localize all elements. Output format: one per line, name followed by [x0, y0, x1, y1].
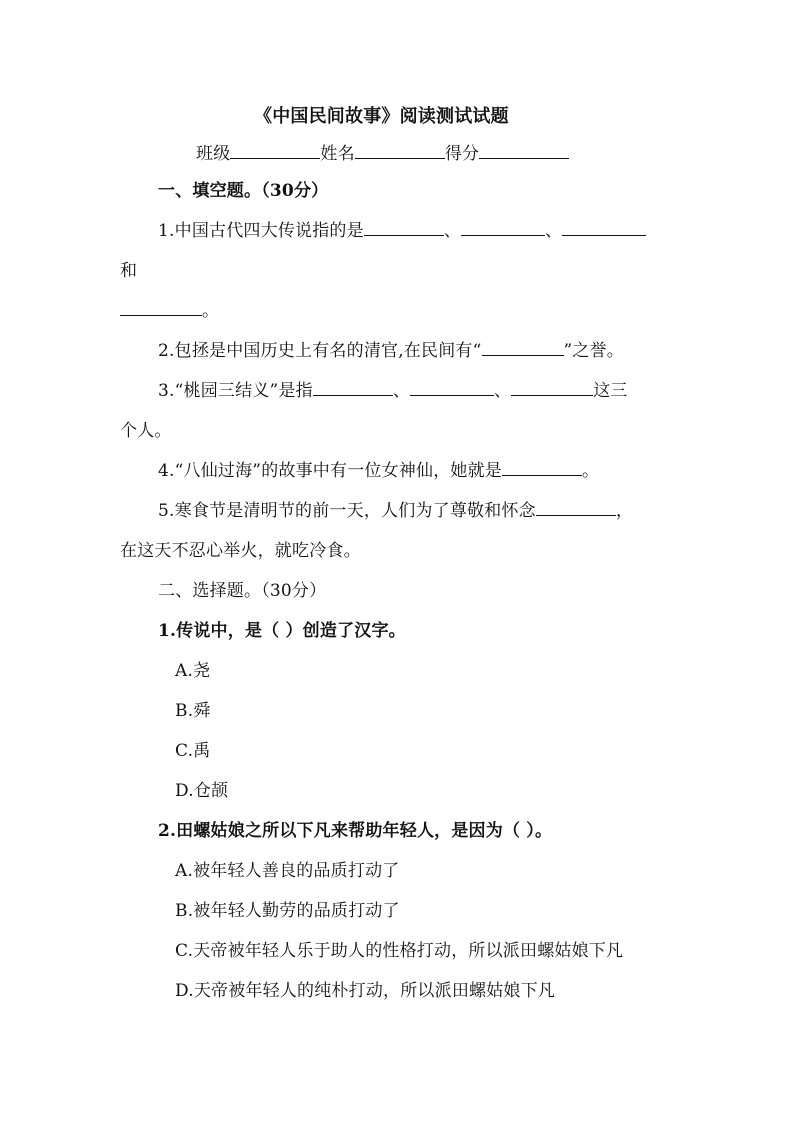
s1-q4-text-end: 。 — [582, 461, 600, 481]
s1-q3-text: 3.“桃园三结义”是指 — [158, 381, 313, 401]
s1-q1 — [158, 220, 646, 242]
s2-q2-option-c[interactable]: C.天帝被年轻人乐于助人的性格打动，所以派田螺姑娘下凡 — [175, 941, 624, 961]
s2-q1-option-c[interactable]: C.禹 — [175, 741, 211, 761]
s2-q1-stem: 1.传说中，是（ ）创造了汉字。 — [158, 621, 406, 641]
score-blank[interactable] — [479, 144, 569, 159]
s1-q1-line2: 和 — [120, 261, 138, 281]
name-label: 姓名 — [320, 144, 355, 164]
class-blank[interactable] — [230, 144, 320, 159]
s1-q2-text: 2.包拯是中国历史上有名的清官,在民间有“ — [158, 341, 482, 361]
s2-q2-option-b[interactable]: B.被年轻人勤劳的品质打动了 — [175, 901, 400, 921]
s1-q5-blank[interactable] — [536, 501, 616, 516]
score-label: 得分 — [444, 144, 480, 164]
s2-q2-option-d[interactable]: D.天帝被年轻人的纯朴打动，所以派田螺姑娘下凡 — [175, 981, 556, 1001]
s1-q1-blank-3[interactable] — [562, 221, 646, 236]
s2-q1-option-d[interactable]: D.仓颉 — [175, 781, 229, 801]
s1-q4 — [158, 460, 599, 482]
page-title: 《中国民间故事》阅读测试试题 — [254, 106, 509, 127]
s2-q2-stem: 2.田螺姑娘之所以下凡来帮助年轻人，是因为（ ）。 — [158, 821, 553, 841]
s1-q5-text: 5.寒食节是清明节的前一天，人们为了尊敬和怀念 — [158, 501, 536, 521]
s1-q5-text-end: ， — [615, 501, 634, 521]
s1-q1-line3 — [120, 300, 219, 322]
s1-q4-blank[interactable] — [502, 461, 582, 476]
s2-q1-option-b[interactable]: B.舜 — [175, 701, 211, 721]
s1-q3-line2: 个人。 — [120, 421, 172, 441]
s1-q3-blank-2[interactable] — [410, 381, 494, 396]
class-label: 班级 — [196, 144, 231, 164]
s1-q5 — [158, 500, 633, 522]
s1-q3-sep2: 、 — [494, 381, 512, 401]
s1-q5-line2: 在这天不忍心举火，就吃冷食。 — [120, 541, 361, 561]
s2-q1-option-a[interactable]: A.尧 — [175, 661, 211, 681]
s1-q2 — [158, 340, 624, 362]
s1-q1-blank-2[interactable] — [461, 221, 545, 236]
s1-q2-blank[interactable] — [482, 341, 564, 356]
s1-q3-sep1: 、 — [392, 381, 411, 401]
s1-q1-blank-4[interactable] — [120, 301, 202, 316]
s2-q2-option-a[interactable]: A.被年轻人善良的品质打动了 — [175, 861, 400, 881]
s1-q3-blank-1[interactable] — [313, 381, 393, 396]
s1-q1-blank-1[interactable] — [364, 221, 444, 236]
s1-q1-sep1: 、 — [443, 221, 462, 241]
s1-q4-text: 4.“八仙过海”的故事中有一位女神仙，她就是 — [158, 461, 503, 481]
s1-q1-sep2: 、 — [545, 221, 563, 241]
s1-q2-text-end: ”之誉。 — [563, 341, 625, 361]
name-blank[interactable] — [355, 144, 445, 159]
student-info-line — [196, 143, 569, 165]
s1-q3-text-end: 这三 — [593, 381, 628, 401]
section1-heading: 一、填空题。（30分） — [158, 181, 329, 201]
s1-q1-text: 1.中国古代四大传说指的是 — [158, 221, 364, 241]
s1-q3 — [158, 380, 628, 402]
section2-heading: 二、选择题。（30分） — [158, 581, 327, 601]
s1-q1-end: 。 — [202, 301, 220, 321]
s1-q3-blank-3[interactable] — [511, 381, 593, 396]
